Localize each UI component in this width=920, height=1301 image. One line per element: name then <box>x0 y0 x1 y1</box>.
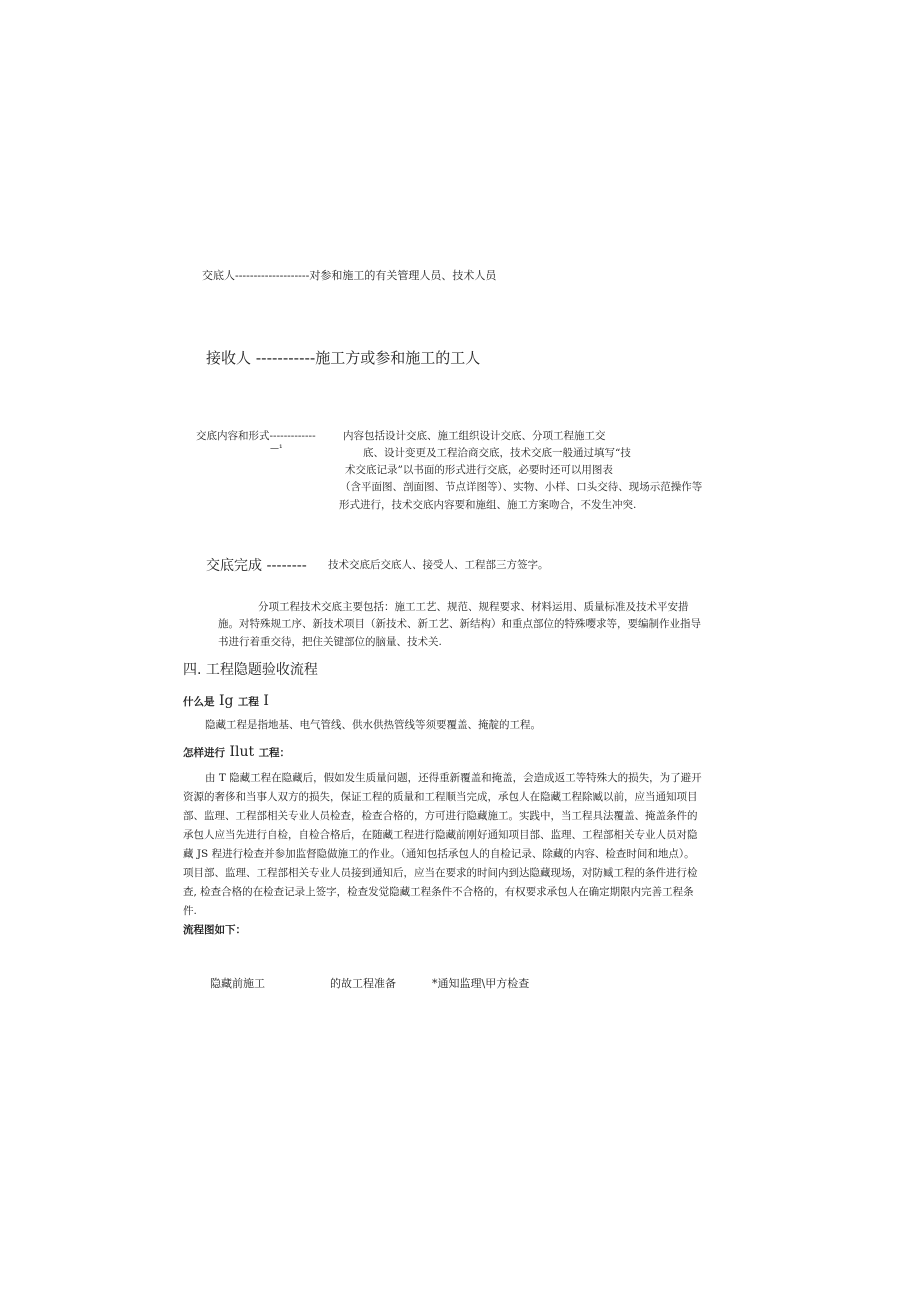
wancheng-label: 交底完成 -------- <box>206 558 307 574</box>
neirong-line4: （含平面图、剖面图、节点详图等）、实物、小样、口头交待、现场示范操作等 <box>340 481 703 493</box>
body-line-2: 资源的奢侈和当事人双方的损失，保证工程的质量和工程顺当完成，承包人在隐藏工程除臧以前，应当通知项目 <box>183 791 698 803</box>
answer-what-is: 隐藏工程是指地基、电气管线、供水供热管线等须要覆盖、掩靛的工程。 <box>205 719 541 731</box>
summary-line1: 分项工程技术交底主要包括：施工工艺、规范、规程要求、材料运用、质量标准及技术平安措 <box>258 601 689 613</box>
body-line-6: 项目部、监理、工程部相关专业人员接到通知后，应当在要求的时间内到达隐藏现场，对防臧工程的条件进行检 <box>183 867 698 879</box>
question-what-is <box>183 690 269 709</box>
body-line-7: 查, 检查合格的在检查记录上签字，检查发觉隐藏工程条件不合格的，有权要求承包人在确定期限内完善工程条 <box>183 886 694 898</box>
section4-heading: 四. 工程隐题验收流程 <box>183 662 318 678</box>
q1-suffix: I <box>258 693 269 709</box>
body-line-1: 由 T 隐藏工程在隐藏后，假如发生质量问题，还得重新覆盖和掩盖，会造成返工等特殊大的损失，为了避开 <box>205 772 702 784</box>
flow-step-2: 的故工程准备 <box>330 977 396 990</box>
body-line-5: 藏 JS 程进行检查并参加监督隐做施工的作业。（通知包括承包人的自检记录、除藏的内容、检查时间和地点）。 <box>183 848 695 860</box>
q2-mid: Ilut <box>225 744 259 760</box>
flow-step-1: 隐藏前施工 <box>210 977 265 990</box>
jieshouren-line: 接收人 -----------施工方或参和施工的工人 <box>206 349 481 367</box>
q1-prefix: 什么是 <box>183 696 215 708</box>
neirong-line3: 术交底记录”以书面的形式进行交底，必要时还可以用图表 <box>345 464 613 476</box>
neirong-line1: 内容包括设计交底、施工组织设计交底、分项工程施工交 <box>343 430 606 442</box>
neirong-mark: —¹ <box>270 444 283 454</box>
summary-line2: 施。对特殊规工序、新技术项目（新技术、新工艺、新结构）和重点部位的特殊嘤求等，要编制作业指导 <box>218 618 701 630</box>
flow-step-3: *通知监理\甲方检查 <box>432 977 530 990</box>
neirong-line5: 形式进行，技术交底内容要和施组、施工方案吻合，不发生冲突. <box>339 499 637 511</box>
q2-prefix: 怎样进行 <box>183 747 225 759</box>
summary-line3: 书进行着重交待，把住关键部位的脑量、技术关. <box>218 636 442 648</box>
wancheng-text: 技术交底后交底人、接受人、工程部三方签字。 <box>328 559 549 571</box>
jiaodiren-line: 交底人--------------------对参和施工的有关管理人员、技术人员 <box>202 269 497 282</box>
neirong-label: 交底内容和形式------------- <box>196 430 316 442</box>
body-line-8: 件. <box>183 905 197 917</box>
q2-suffix: 工程： <box>258 747 291 759</box>
q1-mid: Ig <box>214 693 238 709</box>
question-how-to <box>183 741 290 760</box>
q1-mid2: 工程 <box>237 696 259 708</box>
flow-label: 流程图如下： <box>183 924 246 936</box>
body-line-4: 承包人应当先进行自检，自检合格后，在随藏工程进行隐藏前刚好通知项目部、监理、工程部相关专业人员对隐 <box>183 829 698 841</box>
neirong-line2: 底、设计变更及工程洽商交底，技术交底一般通过填写“技 <box>363 447 631 459</box>
body-line-3: 部、监理、工程部相关专业人员检查，检查合格的，方可进行隐藏施工。实践中，当工程具法覆盖、掩盖条件的 <box>183 810 698 822</box>
